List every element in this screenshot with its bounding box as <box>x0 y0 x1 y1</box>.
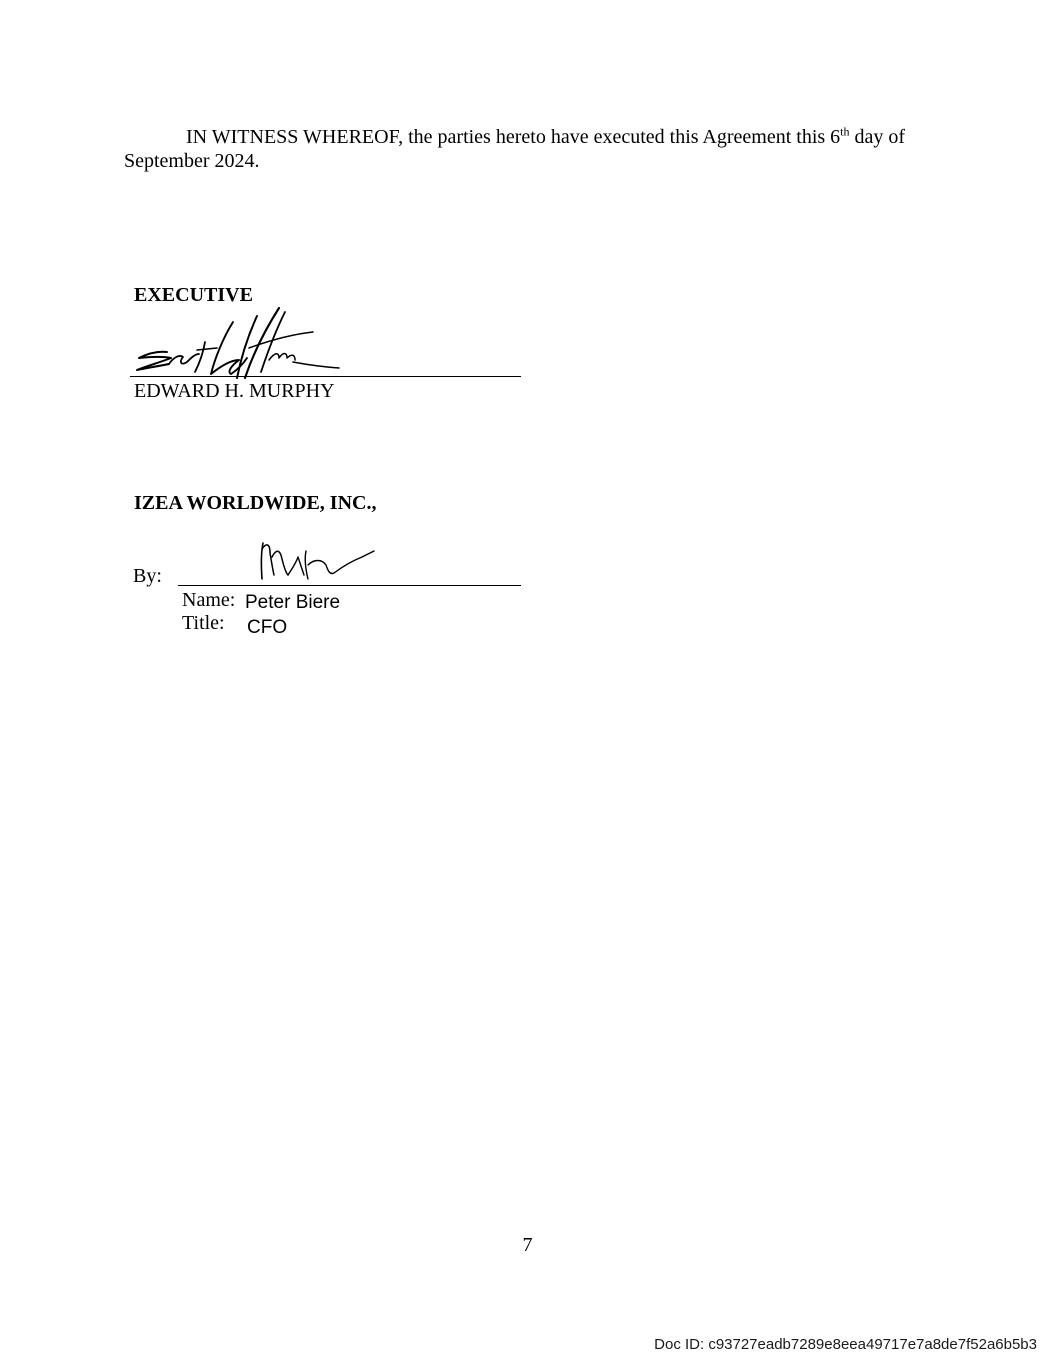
witness-clause-line-1 <box>186 125 905 149</box>
executive-signature-line <box>130 376 521 377</box>
witness-ordinal-suffix: th <box>840 124 850 139</box>
company-signature-line <box>178 585 521 586</box>
signer-title-value: CFO <box>247 617 288 638</box>
page-number: 7 <box>522 1234 533 1256</box>
executive-heading: EXECUTIVE <box>134 284 253 306</box>
by-label: By: <box>133 565 162 587</box>
name-label: Name: <box>182 589 236 611</box>
company-signature <box>256 535 378 585</box>
witness-clause-line-2: September 2024. <box>124 150 260 172</box>
title-label: Title: <box>182 612 225 634</box>
witness-text-after: day of <box>849 126 906 148</box>
witness-text-before: IN WITNESS WHEREOF, the parties hereto have executed this Agreement this 6 <box>186 126 841 148</box>
executive-signature <box>133 302 343 380</box>
signer-name-value: Peter Biere <box>245 592 341 613</box>
document-id: Doc ID: c93727eadb7289e8eea49717e7a8de7f52a6b5b3 <box>654 1336 1037 1353</box>
executive-name: EDWARD H. MURPHY <box>134 380 335 402</box>
company-heading: IZEA WORLDWIDE, INC., <box>134 492 377 514</box>
